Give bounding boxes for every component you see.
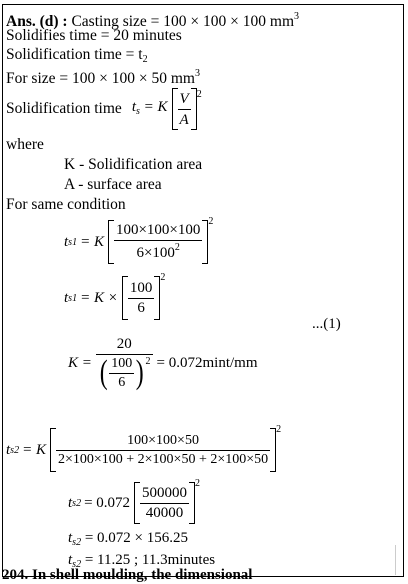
equation-4 bbox=[68, 326, 258, 400]
eq1-sub: s bbox=[135, 105, 140, 117]
eq1-num: V bbox=[178, 90, 191, 110]
eq4-inner-num: 100 bbox=[109, 356, 134, 374]
eq2-num: 100×100×100 bbox=[114, 222, 202, 241]
equation-6 bbox=[68, 478, 200, 528]
eq3-power: 2 bbox=[160, 272, 166, 283]
new-size-text: For size = 100 × 100 × 50 mm bbox=[6, 70, 195, 87]
equation-1 bbox=[6, 84, 202, 134]
where-label: where bbox=[6, 136, 44, 153]
solidification-time-sub: 2 bbox=[142, 54, 148, 65]
casting-size: Casting size = 100 × 100 × 100 mm bbox=[71, 13, 295, 30]
eq1-power: 2 bbox=[196, 89, 202, 100]
eq8-rhs: = 11.25 ; 11.3minutes bbox=[84, 552, 216, 568]
paren-right: ) bbox=[135, 354, 144, 391]
eq5-den: 2×100×100 + 2×100×50 + 2×100×50 bbox=[57, 451, 269, 467]
eq5-num: 100×100×50 bbox=[56, 433, 270, 451]
eq2-sub: s1 bbox=[68, 236, 78, 248]
paren-left: ( bbox=[99, 354, 108, 391]
next-question-text: 204. In shell moulding, the dimensional bbox=[2, 567, 253, 583]
eq7-sub: s2 bbox=[72, 537, 82, 548]
eq6-fraction bbox=[140, 485, 189, 522]
eq1-t: t bbox=[131, 98, 136, 115]
eq5-t: t bbox=[6, 441, 11, 458]
eq5-fraction bbox=[56, 433, 270, 468]
eq4-den-power: 2 bbox=[145, 355, 151, 367]
equation-tag: ...(1) bbox=[312, 316, 341, 332]
equation-5 bbox=[6, 424, 281, 476]
answer-label: Ans. (d) : bbox=[6, 13, 68, 30]
eq4-lhs: K = bbox=[68, 354, 92, 371]
eq4-fraction bbox=[96, 336, 153, 391]
eq7-rhs: = 0.072 × 156.25 bbox=[84, 530, 188, 546]
eq3-fraction bbox=[128, 280, 155, 317]
solidification-time-text: Solidification time = t bbox=[6, 46, 143, 63]
eq3-den: 6 bbox=[137, 299, 145, 316]
eq8-sub: s2 bbox=[72, 559, 82, 570]
eq6-num: 500000 bbox=[140, 485, 189, 504]
a-definition: A - surface area bbox=[64, 176, 162, 193]
eq2-den-exp: 2 bbox=[174, 242, 180, 253]
eq2-den: 6×100 bbox=[136, 245, 175, 261]
eq3-t: t bbox=[64, 289, 69, 306]
eq2-fraction bbox=[114, 222, 202, 262]
eq5-power: 2 bbox=[276, 424, 282, 435]
eq3-equals: = K × bbox=[80, 289, 118, 306]
eq7-t: t bbox=[68, 530, 73, 546]
eq6-equals: = 0.072 bbox=[84, 494, 131, 511]
eq4-inner-fraction bbox=[109, 356, 134, 391]
eq6-sub: s2 bbox=[72, 497, 82, 509]
eq1-equals: = K bbox=[143, 98, 168, 115]
next-question-cutoff bbox=[2, 567, 406, 583]
eq5-equals: = K bbox=[22, 441, 46, 458]
new-size-exponent: 3 bbox=[194, 68, 200, 79]
equation-7 bbox=[68, 530, 188, 548]
eq8-t: t bbox=[68, 552, 73, 568]
eq6-den: 40000 bbox=[145, 504, 184, 521]
eq6-t: t bbox=[68, 494, 73, 511]
solidification-label: Solidification time bbox=[6, 100, 122, 117]
eq2-power: 2 bbox=[208, 216, 214, 227]
eq2-t: t bbox=[64, 233, 69, 250]
eq4-inner-den: 6 bbox=[118, 374, 126, 390]
eq1-den: A bbox=[179, 111, 189, 128]
corner-mark bbox=[395, 545, 404, 575]
eq5-sub: s2 bbox=[10, 444, 20, 456]
eq3-sub: s1 bbox=[68, 292, 78, 304]
equation-3 bbox=[64, 272, 165, 324]
eq4-rhs: = 0.072mint/mm bbox=[156, 354, 258, 371]
eq3-num: 100 bbox=[128, 280, 155, 299]
eq2-equals: = K bbox=[80, 233, 104, 250]
solidify-time-line: Solidifies time = 20 minutes bbox=[6, 27, 182, 44]
k-definition: K - Solidification area bbox=[64, 156, 203, 173]
eq1-fraction bbox=[178, 90, 191, 129]
eq4-num: 20 bbox=[96, 336, 153, 355]
equation-2 bbox=[64, 216, 213, 268]
unit-exponent: 3 bbox=[294, 11, 300, 22]
eq6-power: 2 bbox=[195, 478, 201, 489]
same-condition-label: For same condition bbox=[6, 196, 126, 213]
